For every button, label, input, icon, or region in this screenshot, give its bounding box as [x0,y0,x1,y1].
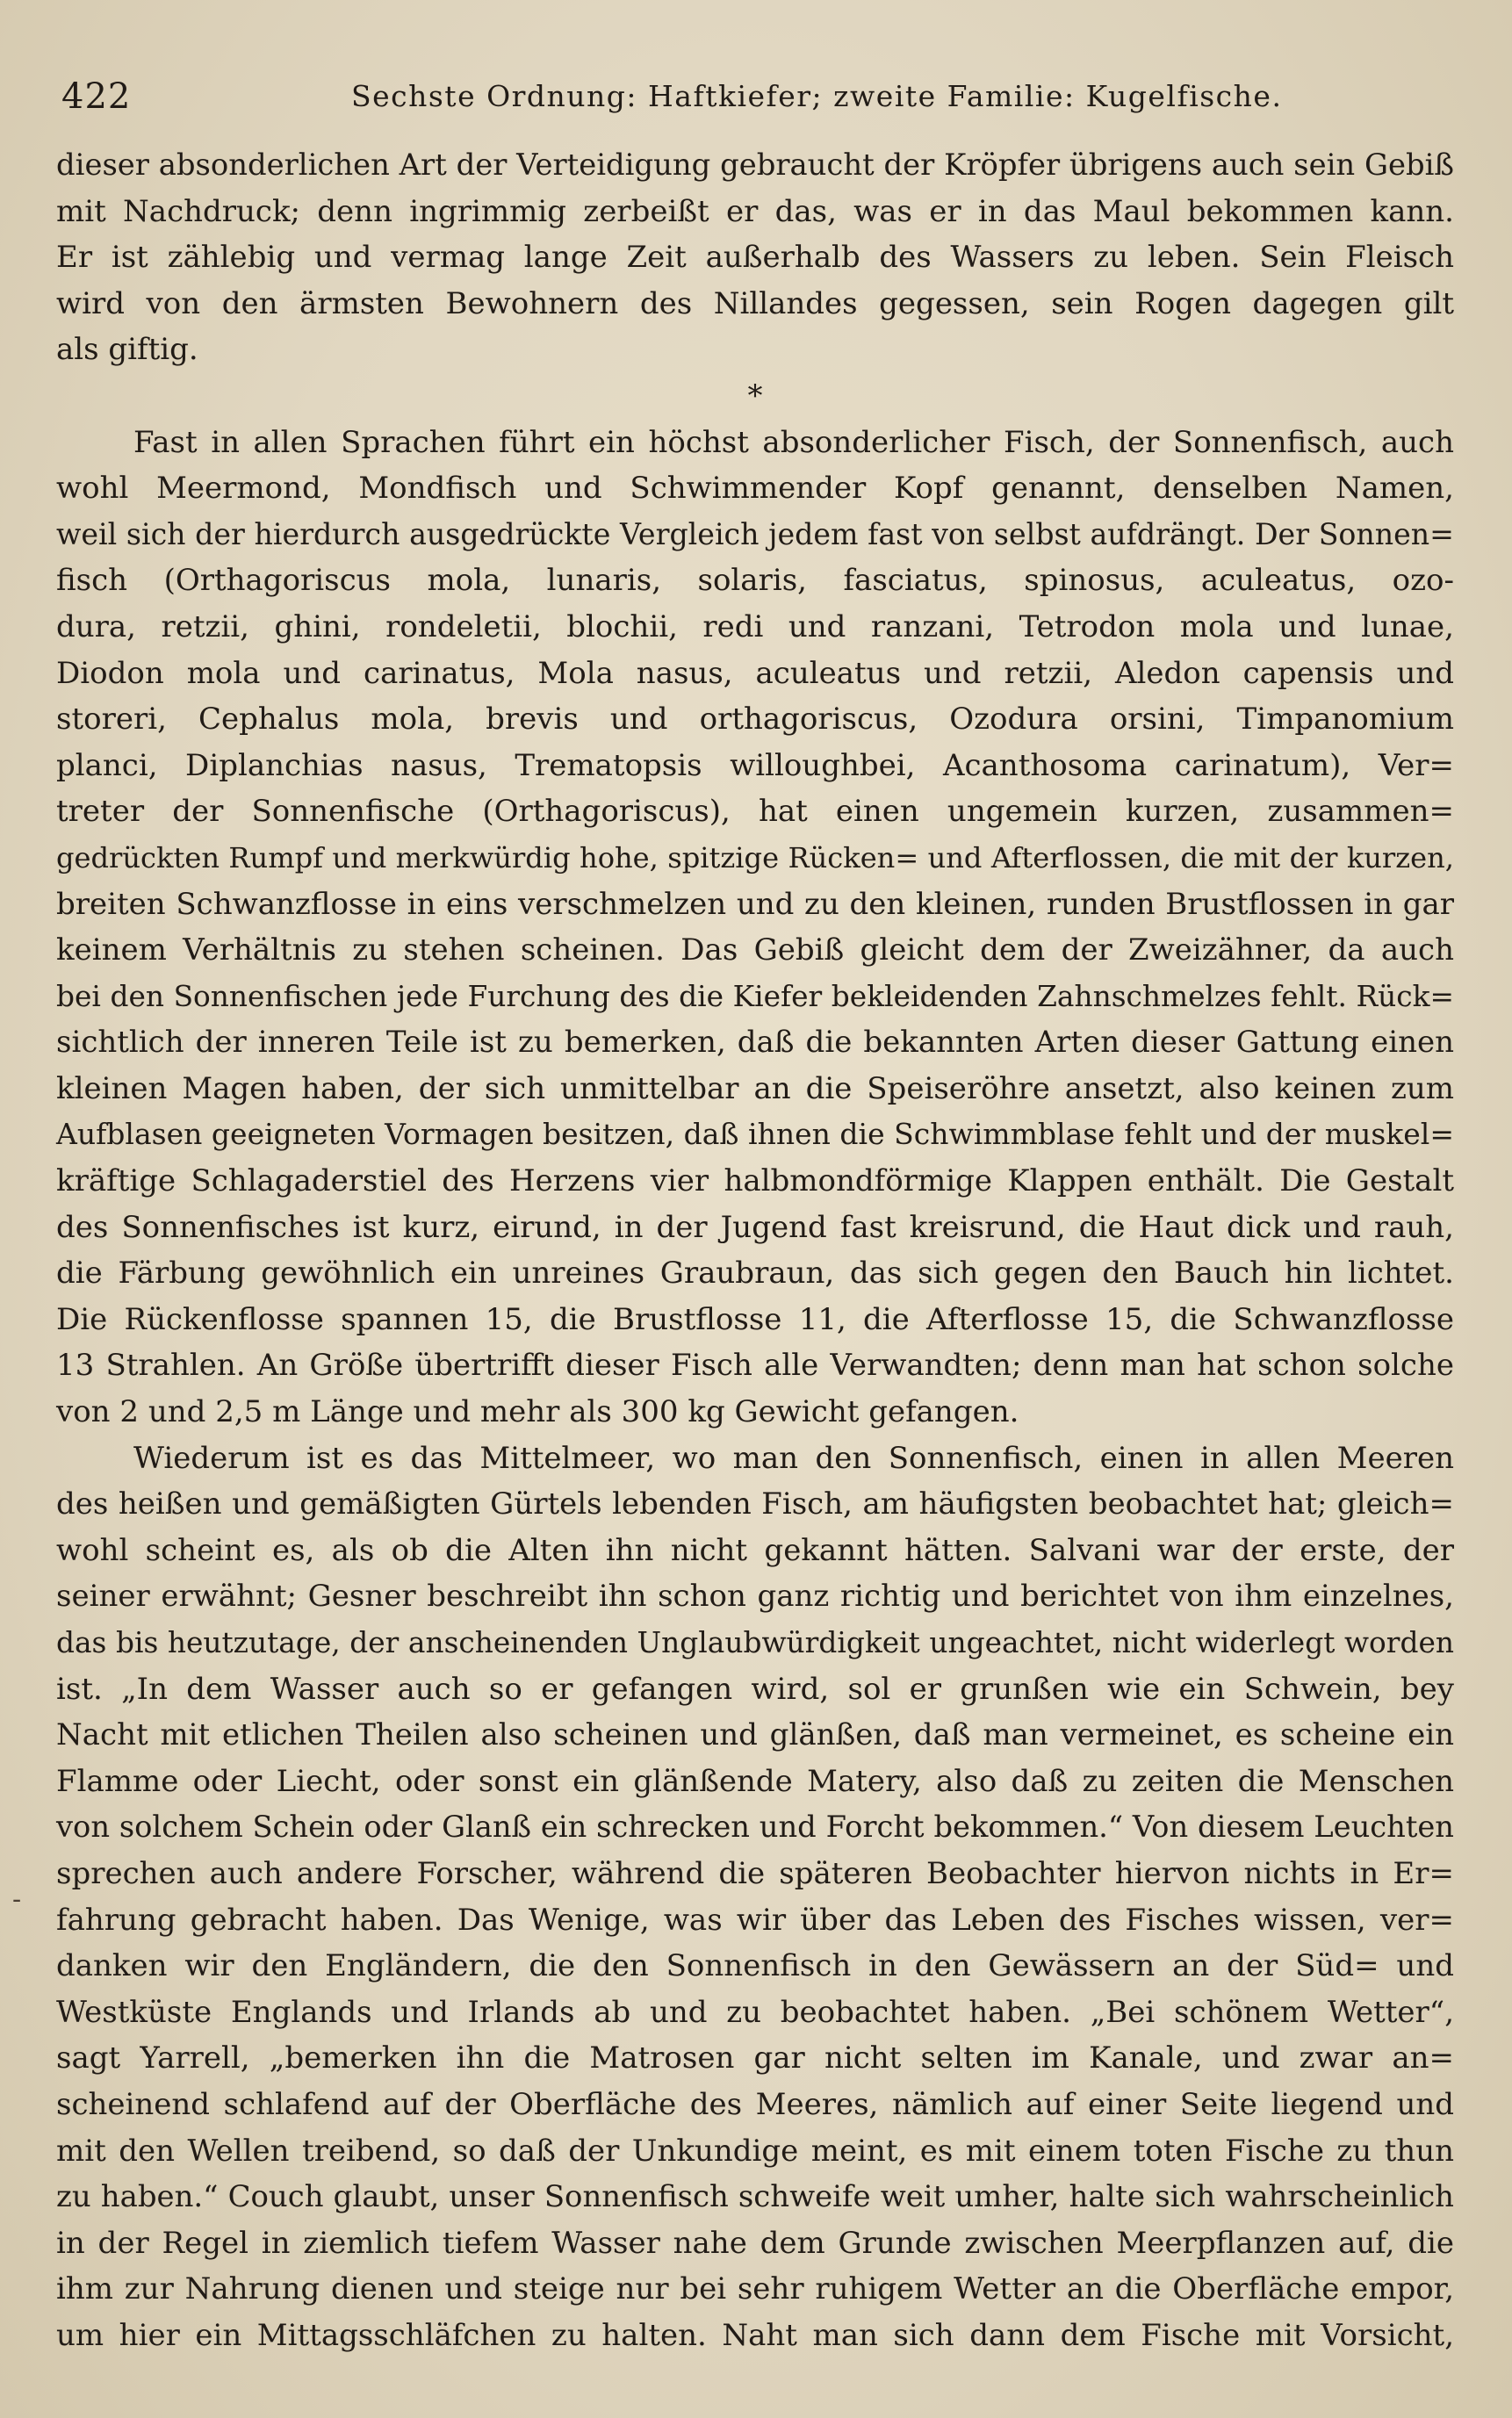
text-line: kräftige Schlagaderstiel des Herzens vier halbmondförmige Klappen enthält. Die Gestalt [56,1163,1454,1199]
text-line: wohl scheint es, als ob die Alten ihn nicht gekannt hätten. Salvani war der erste, der [56,1532,1454,1568]
text-line: dura, retzii, ghini, rondeletii, blochii, redi und ranzani, Tetrodon mola und lunae, [56,608,1454,644]
text-line: um hier ein Mittagsschläfchen zu halten. Naht man sich dann dem Fische mit Vorsicht, [56,2317,1454,2353]
text-line: ihm zur Nahrung dienen und steige nur bei sehr ruhigem Wetter an die Oberfläche empor, [56,2271,1454,2307]
text-line: scheinend schlafend auf der Oberfläche des Meeres, nämlich auf einer Seite liegend und [56,2086,1454,2122]
paragraph-first-line: Fast in allen Sprachen führt ein höchst absonderlicher Fisch, der Sonnenfisch, auch [133,424,1454,460]
text-line: keinem Verhältnis zu stehen scheinen. Das Gebiß gleicht dem der Zweizähner, da auch [56,932,1454,968]
text-line: mit den Wellen treibend, so daß der Unkundige meint, es mit einem toten Fische zu thun [56,2133,1454,2169]
text-line: fisch (Orthagoriscus mola, lunaris, solaris, fasciatus, spinosus, aculeatus, ozo- [56,563,1454,599]
text-line: Westküste Englands und Irlands ab und zu beobachtet haben. „Bei schönem Wetter“, [56,1994,1454,2030]
running-head: Sechste Ordnung: Haftkiefer; zweite Familie: Kugelfische. [351,79,1283,113]
text-line: das bis heutzutage, der anscheinenden Unglaubwürdigkeit ungeachtet, nicht widerlegt worden [56,1626,1454,1659]
text-line: als giftig. [56,332,198,368]
text-line: dieser absonderlichen Art der Verteidigung gebraucht der Kröpfer übrigens auch sein Gebiß [56,148,1454,182]
text-line: des heißen und gemäßigten Gürtels lebenden Fisch, am häufigsten beobachtet hat; gleich= [56,1486,1454,1522]
text-line: breiten Schwanzflosse in eins verschmelzen und zu den kleinen, runden Brustflossen in gar [56,886,1454,922]
text-line: fahrung gebracht haben. Das Wenige, was wir über das Leben des Fisches wissen, ver= [56,1902,1454,1938]
text-line: von solchem Schein oder Glanß ein schrecken und Forcht bekommen.“ Von diesem Leuchten [56,1810,1454,1845]
text-line: kleinen Magen haben, der sich unmittelbar an die Speiseröhre ansetzt, also keinen zum [56,1070,1454,1106]
text-line: des Sonnenfisches ist kurz, eirund, in der Jugend fast kreisrund, die Haut dick und rauh, [56,1209,1454,1245]
text-line: seiner erwähnt; Gesner beschreibt ihn schon ganz richtig und berichtet von ihm einzelnes, [56,1579,1454,1615]
text-line: planci, Diplanchias nasus, Trematopsis willoughbei, Acanthosoma carinatum), Ver= [56,747,1454,783]
text-line: in der Regel in ziemlich tiefem Wasser nahe dem Grunde zwischen Meerpflanzen auf, die [56,2225,1454,2261]
text-line: Diodon mola und carinatus, Mola nasus, aculeatus und retzii, Aledon capensis und [56,655,1454,691]
text-line: bei den Sonnenfischen jede Furchung des die Kiefer bekleidenden Zahnschmelzes fehlt. Rück= [56,979,1454,1013]
text-line: danken wir den Engländern, die den Sonnenfisch in den Gewässern an der Süd= und [56,1948,1454,1984]
text-line: 13 Strahlen. An Größe übertrifft dieser Fisch alle Verwandten; denn man hat schon solche [56,1348,1454,1384]
page-number: 422 [61,76,132,117]
text-line: ist. „In dem Wasser auch so er gefangen wird, sol er grunßen wie ein Schwein, bey [56,1671,1454,1707]
page-header [61,70,1466,123]
text-line: von 2 und 2,5 m Länge und mehr als 300 kg Gewicht gefangen. [56,1394,1019,1430]
text-line: sichtlich der inneren Teile ist zu bemerken, daß die bekannten Arten dieser Gattung einen [56,1025,1454,1061]
section-separator: * [747,378,763,414]
text-line: Er ist zählebig und vermag lange Zeit außerhalb des Wassers zu leben. Sein Fleisch [56,240,1454,276]
text-line: treter der Sonnenfische (Orthagoriscus), hat einen ungemein kurzen, zusammen= [56,794,1454,830]
text-line: Aufblasen geeigneten Vormagen besitzen, daß ihnen die Schwimmblase fehlt und der muskel= [56,1117,1454,1152]
margin-mark: - [12,1884,22,1915]
text-line: weil sich der hierdurch ausgedrückte Vergleich jedem fast von selbst aufdrängt. Der Sonnen= [56,516,1454,551]
text-line: Nacht mit etlichen Theilen also scheinen und glänßen, daß man vermeinet, es scheine ein [56,1717,1454,1753]
text-line: storeri, Cephalus mola, brevis und orthagoriscus, Ozodura orsini, Timpanomium [56,702,1454,738]
text-line: sagt Yarrell, „bemerken ihn die Matrosen gar nicht selten im Kanale, und zwar an= [56,2040,1454,2076]
text-line: zu haben.“ Couch glaubt, unser Sonnenfisch schweife weit umher, halte sich wahrscheinlich [56,2179,1454,2214]
body-text [56,142,1454,2359]
text-line: mit Nachdruck; denn ingrimmig zerbeißt er das, was er in das Maul bekommen kann. [56,193,1454,229]
text-line: die Färbung gewöhnlich ein unreines Graubraun, das sich gegen den Bauch hin lichtet. [56,1256,1454,1292]
paragraph-first-line: Wiederum ist es das Mittelmeer, wo man den Sonnenfisch, einen in allen Meeren [133,1440,1454,1476]
text-line: gedrückten Rumpf und merkwürdig hohe, spitzige Rücken= und Afterflossen, die mit der kurzen, [56,840,1454,874]
text-line: Die Rückenflosse spannen 15, die Brustflosse 11, die Afterflosse 15, die Schwanzflosse [56,1301,1454,1337]
text-line: Flamme oder Liecht, oder sonst ein glänßende Matery, also daß zu zeiten die Menschen [56,1763,1454,1799]
text-line: wird von den ärmsten Bewohnern des Nillandes gegessen, sein Rogen dagegen gilt [56,285,1454,321]
text-line: sprechen auch andere Forscher, während die späteren Beobachter hiervon nichts in Er= [56,1855,1454,1891]
text-line: wohl Meermond, Mondfisch und Schwimmender Kopf genannt, denselben Namen, [56,471,1454,507]
